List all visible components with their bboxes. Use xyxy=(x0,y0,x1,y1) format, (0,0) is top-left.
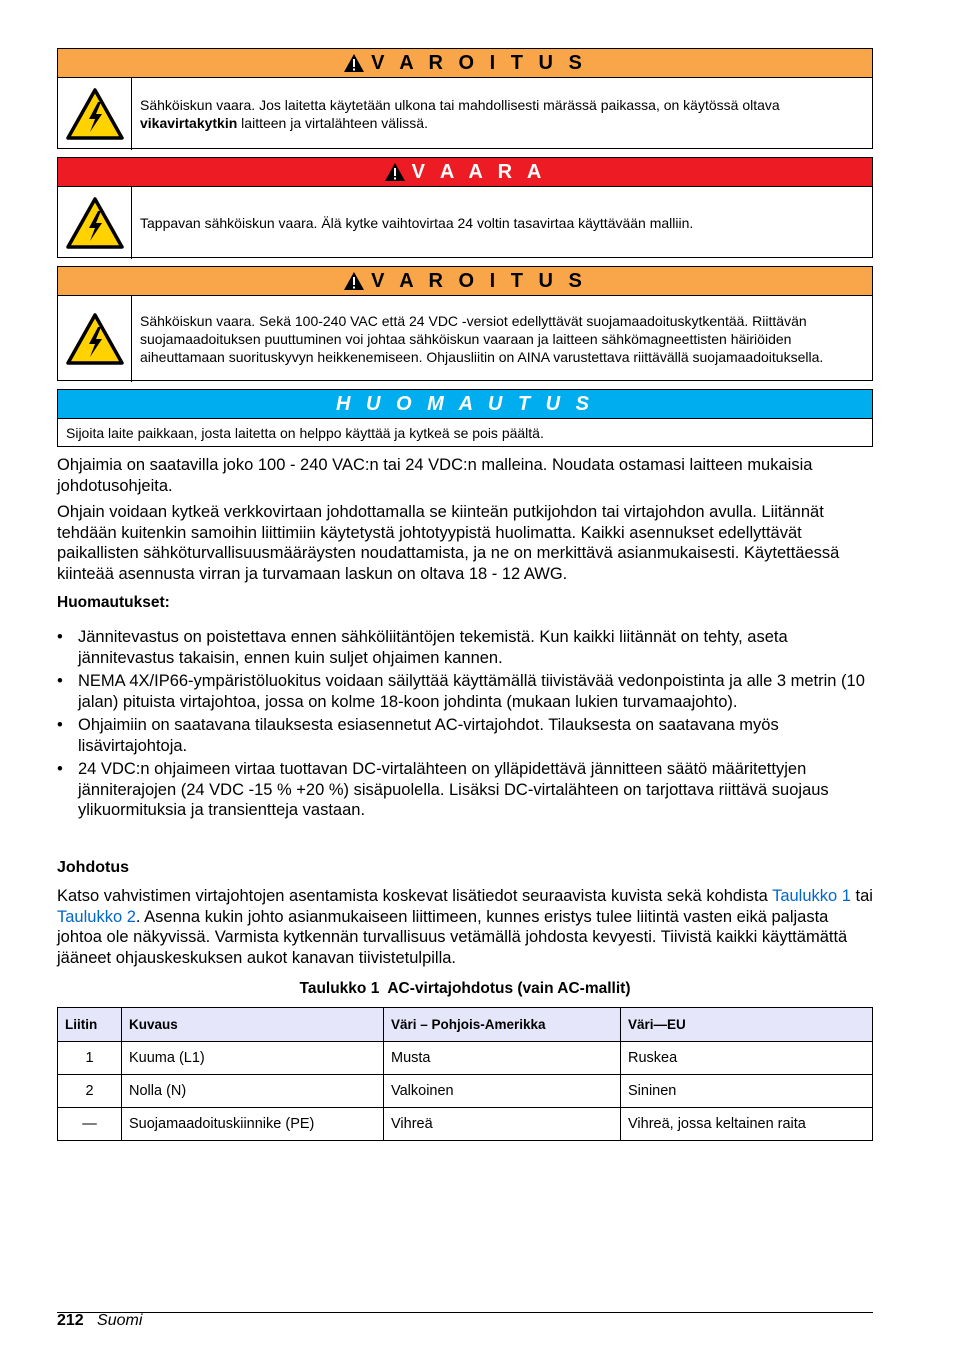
table-cell: Vihreä xyxy=(384,1108,621,1141)
page-number: 212 xyxy=(57,1312,84,1329)
paragraph-models: Ohjaimia on saatavilla joko 100 - 240 VAC:n tai 24 VDC:n malleina. Noudata ostamasi laitteen mukaisia johdotusohjeita. xyxy=(57,456,813,495)
danger-title: V A A R A xyxy=(411,160,547,183)
electrical-hazard-icon xyxy=(58,78,132,150)
table-row xyxy=(58,1108,873,1141)
table-row xyxy=(58,1042,873,1075)
table-cell: — xyxy=(58,1108,122,1141)
footer-language: Suomi xyxy=(97,1312,143,1329)
danger-text: Tappavan sähköiskun vaara. Älä kytke vaihtovirtaa 24 voltin tasavirtaa käyttävään malliin. xyxy=(140,215,694,231)
danger-header xyxy=(58,158,872,187)
danger-box xyxy=(57,157,873,258)
page-footer xyxy=(57,1312,142,1330)
warning-title: V A R O I T U S xyxy=(371,51,587,74)
paragraph-wiring-intro: Ohjain voidaan kytkeä verkkovirtaan johdottamalla se kiinteän putkijohdon tai virtajohdon avulla. Liitännät tehdään kuitenkin samoihin liittimiin käytetystä johtotyypistä huolimatta. Kaikki asennukset edellyttävät paikallisten sähköturvallisuusmääräysten noudattamista, ja ne on merkittävä asianmukaisesti. Käytettäessä kiinteää asennusta virran ja turvamaan laskun on oltava 18 - 12 AWG. xyxy=(57,503,840,583)
table-cell: Valkoinen xyxy=(384,1075,621,1108)
table-header: Väri – Pohjois-Amerikka xyxy=(384,1008,621,1042)
list-item: • Ohjaimiin on saatavana tilauksesta esiasennetut AC-virtajohdot. Tilauksesta on saatavana myös lisävirtajohtoja. xyxy=(57,716,779,755)
link-table-1[interactable]: Taulukko 1 xyxy=(772,887,851,905)
warning-text: Sähköiskun vaara. Jos laitetta käytetään ulkona tai mahdollisesti märässä paikassa, on käytössä oltava vikavirtakytkin laitteen ja virtalähteen välissä. xyxy=(140,97,780,131)
notice-title: H U O M A U T U S xyxy=(336,392,594,415)
electrical-hazard-icon xyxy=(58,187,132,259)
warning-header xyxy=(58,49,872,78)
warning-header xyxy=(58,267,872,296)
list-item: • 24 VDC:n ohjaimeen virtaa tuottavan DC-virtalähteen on ylläpidettävä jännitteen säätö määritettyjen jänniterajojen (24 VDC -15 % +20 %) sisäpuolella. Lisäksi DC-virtalähteen on tarjottava riittävä suojaus ylikuormituksia ja transientteja vastaan. xyxy=(57,760,829,819)
table-header: Väri—EU xyxy=(621,1008,873,1042)
table-header: Liitin xyxy=(58,1008,122,1042)
notes-heading: Huomautukset: xyxy=(57,594,170,611)
warning-title: V A R O I T U S xyxy=(371,269,587,292)
electrical-hazard-icon xyxy=(58,296,132,382)
list-item: • NEMA 4X/IP66-ympäristöluokitus voidaan säilyttää käyttämällä tiivistävää vedonpoistinta ja alle 3 metrin (10 jalan) pituista virtajohtoa, jossa on kolme 18-koon johdinta (mukaan lukien turvamaajohto). xyxy=(57,672,865,711)
section-heading: Johdotus xyxy=(57,859,129,876)
table-caption: Taulukko 1 AC-virtajohdotus (vain AC-mallit) xyxy=(299,980,631,997)
table-row xyxy=(58,1075,873,1108)
table-cell: 2 xyxy=(58,1075,122,1108)
warning-triangle-icon xyxy=(384,162,406,182)
table-cell: Suojamaadoituskiinnike (PE) xyxy=(122,1108,384,1141)
table-cell: Ruskea xyxy=(621,1042,873,1075)
warning-box-grounding xyxy=(57,266,873,381)
table-header-row xyxy=(58,1008,873,1042)
warning-text: Sähköiskun vaara. Sekä 100-240 VAC että 24 VDC -versiot edellyttävät suojamaadoituskytkentää. Riittävän suojamaadoituksen puuttuminen voi johtaa sähköiskun vaaraan ja laitteen sähkömagneettisten häiriöiden aiheuttamaan suorituskyvyn heikkenemiseen. Ohjausliitin on AINA varustettava riittävällä suojamaadoituksella. xyxy=(140,313,824,365)
table-header: Kuvaus xyxy=(122,1008,384,1042)
list-item: • Jännitevastus on poistettava ennen sähköliitäntöjen tekemistä. Kun kaikki liitännät on tehty, aseta jännitevastus takaisin, ennen kuin suljet ohjaimen kannen. xyxy=(57,628,788,667)
notice-text: Sijoita laite paikkaan, josta laitetta on helppo käyttää ja kytkeä se pois päältä. xyxy=(66,425,544,441)
warning-triangle-icon xyxy=(343,53,365,73)
notice-header xyxy=(58,390,872,419)
table-cell: 1 xyxy=(58,1042,122,1075)
ac-wiring-table xyxy=(57,1007,873,1141)
footer-divider xyxy=(57,1312,873,1313)
warning-box-outdoor xyxy=(57,48,873,149)
table-cell: Musta xyxy=(384,1042,621,1075)
table-cell: Sininen xyxy=(621,1075,873,1108)
table-cell: Kuuma (L1) xyxy=(122,1042,384,1075)
notes-list xyxy=(57,627,877,824)
warning-triangle-icon xyxy=(343,271,365,291)
table-cell: Nolla (N) xyxy=(122,1075,384,1108)
link-table-2[interactable]: Taulukko 2 xyxy=(57,907,136,926)
notice-box xyxy=(57,389,873,447)
paragraph-wiring: Katso vahvistimen virtajohtojen asentamista koskevat lisätiedot seuraavista kuvista sekä kohdista Taulukko 1 tai Taulukko 2. Asenna kukin johto asianmukaiseen liittimeen, kunnes eristys tulee liitintä vasten eikä paljasta johtoa ole näkyvissä. Varmista kytkennän turvallisuus vetämällä johdosta kevyesti. Tiivistä kaikki käyttämättä jääneet ohjauskeskuksen aukot kanavan tiivistetulpilla. xyxy=(57,887,873,967)
table-cell: Vihreä, jossa keltainen raita xyxy=(621,1108,873,1141)
